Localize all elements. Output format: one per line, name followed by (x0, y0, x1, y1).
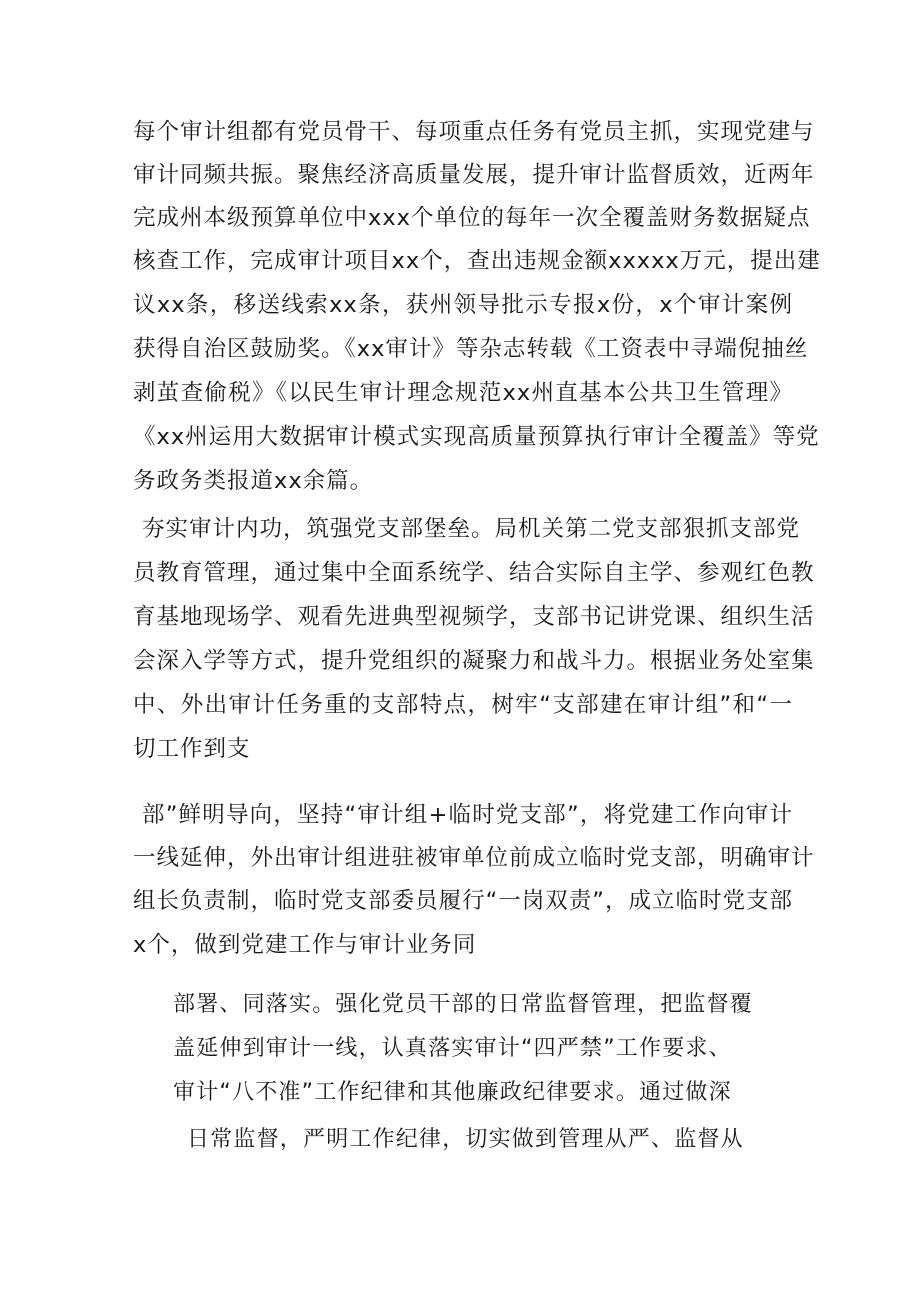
text-line: 日常监督，严明工作纪律，切实做到管理从严、监督从 (187, 1127, 744, 1152)
text-line: 员教育管理，通过集中全面系统学、结合实际自主学、参观红色教 (133, 560, 815, 586)
text-line: 夯实审计内功，筑强党支部堡垒。局机关第二党支部狠抓支部党 (142, 516, 801, 542)
text-line: 审计“八不准”工作纪律和其他廉政纪律要求。通过做深 (173, 1080, 732, 1105)
text-line: 《xx州运用大数据审计模式实现高质量预算执行审计全覆盖》等党 (133, 424, 820, 450)
text-line: 审计同频共振。聚焦经济高质量发展，提升审计监督质效，近两年 (133, 162, 815, 188)
text-line: 每个审计组都有党员骨干、每项重点任务有党员主抓，实现党建与 (133, 119, 815, 145)
text-line: 核查工作，完成审计项目xx个，查出违规金额xxxxx万元，提出建 (133, 248, 821, 274)
text-line: 部署、同落实。强化党员干部的日常监督管理，把监督覆 (173, 992, 754, 1017)
text-line: 中、外出审计任务重的支部特点，树牢“支部建在审计组”和“一 (133, 692, 793, 718)
text-line: 一线延伸，外出审计组进驻被审单位前成立临时党支部，明确审计 (133, 845, 815, 871)
text-line: 育基地现场学、观看先进典型视频学，支部书记讲党课、组织生活 (133, 604, 815, 630)
text-line: 盖延伸到审计一线，认真落实审计“四严禁”工作要求、 (173, 1036, 732, 1061)
text-line: 议xx条，移送线索xx条，获州领导批示专报x份，x个审计案例 (133, 292, 793, 318)
text-line: 部”鲜明导向，坚持“审计组+临时党支部”，将党建工作向审计 (142, 802, 793, 828)
text-line: x个，做到党建工作与审计业务同 (133, 932, 477, 958)
text-line: 会深入学等方式，提升党组织的凝聚力和战斗力。根据业务处室集 (133, 648, 815, 674)
text-line: 剥茧查偷税》《以民生审计理念规范xx州直基本公共卫生管理》 (133, 380, 793, 406)
text-line: 完成州本级预算单位中xxx个单位的每年一次全覆盖财务数据疑点 (133, 205, 811, 231)
text-line: 获得自治区鼓励奖。《xx审计》等杂志转载《工资表中寻端倪抽丝 (133, 336, 809, 362)
text-line: 务政务类报道xx余篇。 (133, 468, 374, 494)
text-line: 组长负责制，临时党支部委员履行“一岗双责”，成立临时党支部 (133, 888, 793, 914)
text-line: 切工作到支 (133, 736, 251, 762)
